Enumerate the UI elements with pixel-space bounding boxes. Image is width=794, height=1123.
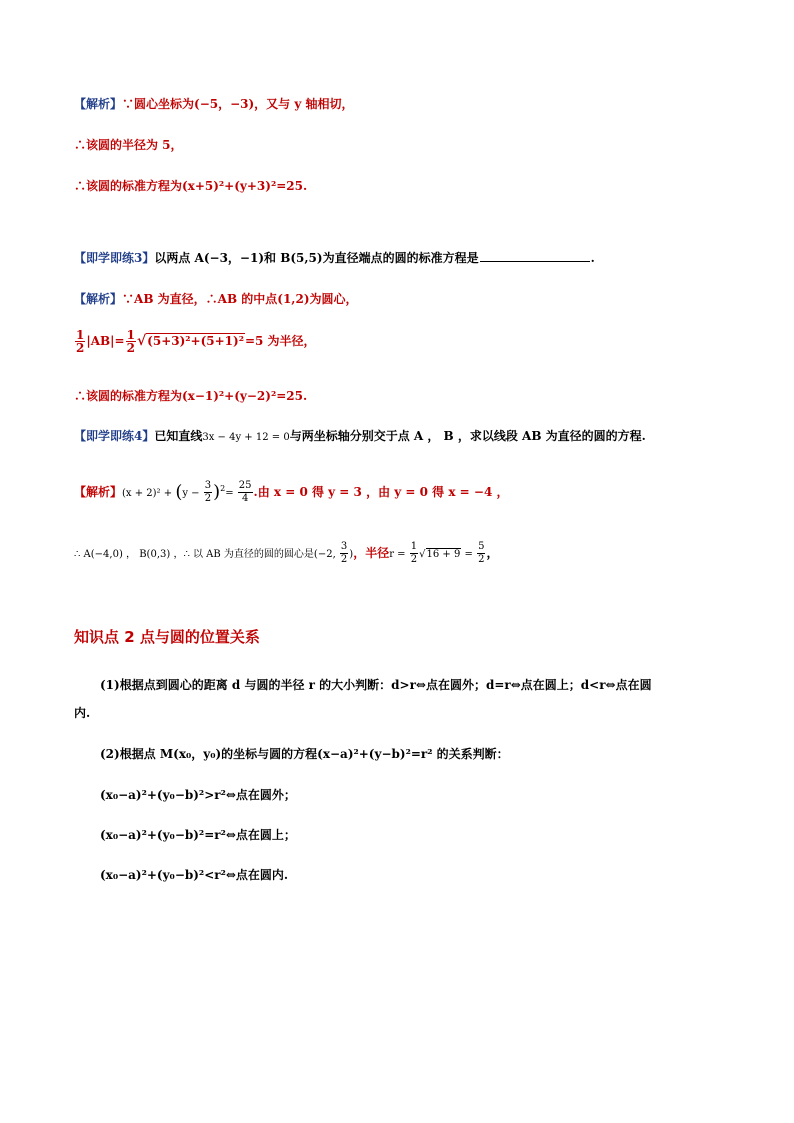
sol2-line1-text: ∵圆心坐标为(−5，−3)，又与 y 轴相切，: [122, 97, 354, 111]
ex4-sol-eq3: .由 x = 0 得 y = 3 ，由 y = 0 得 x = −4 ，: [253, 485, 509, 499]
fraction-5-2: [477, 541, 485, 566]
p2-case1: (x₀−a)²+(y₀−b)²>r²⇔点在圆外；: [100, 788, 296, 802]
radius-text: =5 为半径，: [244, 334, 316, 348]
fraction-3-2-b: [340, 541, 348, 566]
frac-num: 5: [478, 541, 485, 552]
fraction-half: [75, 329, 85, 354]
ex3-sol-line2: [74, 329, 316, 354]
line-equation: 3x − 4y + 12 = 0: [202, 432, 290, 443]
frac-den: 2: [478, 554, 485, 565]
frac-den: 2: [410, 554, 418, 565]
frac-den: 4: [241, 493, 249, 504]
sqrt-content: (5+3)²+(5+1)²: [147, 334, 244, 348]
paren-open: (: [175, 481, 183, 503]
ex3-question-text: 以两点 A(−3，−1)和 B(5,5)为直径端点的圆的标准方程是: [154, 251, 479, 265]
ex4-tag: 【即学即练4】: [74, 429, 155, 443]
sqrt-content: 16 + 9: [426, 549, 461, 560]
section-heading: 知识点 2 点与圆的位置关系: [74, 628, 260, 646]
frac-num: 1: [126, 328, 135, 342]
ex3-question: [74, 250, 595, 266]
ex4-question-a: 已知直线: [154, 429, 203, 443]
ex4-question-b: 与两坐标轴分别交于点 A ， B ，求以线段 AB 为直径的圆的方程.: [289, 429, 646, 443]
fraction-25-4: [238, 480, 253, 505]
square-exp: 2: [220, 484, 226, 493]
ex4-sol-line2: [74, 540, 498, 568]
frac-num: 1: [410, 541, 418, 552]
ex3-sol-line1: [74, 291, 358, 307]
analysis-tag: 【解析】: [74, 97, 123, 111]
analysis-tag: 【解析】: [74, 292, 123, 306]
center-coord: (−2,: [313, 549, 339, 560]
ex3-question-suffix: .: [590, 251, 595, 265]
frac-num: 3: [204, 480, 212, 491]
r-equals: r =: [389, 549, 409, 560]
fraction-half-2: [126, 329, 136, 354]
frac-num: 3: [340, 541, 348, 552]
p1-line1: (1)根据点到圆心的距离 d 与圆的半径 r 的大小判断：d>r⇔点在圆外；d=r⇔点在圆上；d<r⇔点在圆: [100, 678, 652, 692]
ex4-question: [74, 428, 646, 446]
frac-den: 2: [204, 493, 212, 504]
sqrt-icon: √: [136, 333, 147, 349]
comma: ，: [486, 546, 499, 560]
ex3-sol-line3: ∴该圆的标准方程为(x−1)²+(y−2)²=25.: [74, 389, 308, 403]
ab-length: |AB|=: [86, 334, 125, 348]
frac-den: 2: [340, 554, 348, 565]
sol2-line2: ∴该圆的半径为 5，: [74, 138, 183, 152]
p2-line: (2)根据点 M(x₀，y₀)的坐标与圆的方程(x−a)²+(y−b)²=r² 的关系判断：: [100, 747, 509, 761]
answer-blank: [480, 250, 590, 262]
ex4-sol-line1: [74, 476, 508, 507]
frac-den: 2: [126, 341, 135, 355]
paren-close: ): [213, 481, 221, 503]
frac-den: 2: [76, 341, 85, 355]
sol2-line3: ∴该圆的标准方程为(x+5)²+(y+3)²=25.: [74, 179, 308, 193]
analysis-tag: 【解析】: [74, 485, 123, 499]
radius-label: ，半径: [353, 546, 390, 560]
center-close: ): [349, 549, 354, 560]
fraction-3-2: [204, 480, 212, 505]
p2-case3: (x₀−a)²+(y₀−b)²<r²⇔点在圆内.: [100, 868, 289, 882]
eq-part1: (x + 2)² +: [122, 488, 176, 499]
fraction-half-3: [410, 541, 418, 566]
frac-num: 1: [76, 328, 85, 342]
eq-equals: =: [225, 488, 237, 499]
ex4-sol-line2-a: ∴ A(−4,0) ， B(0,3) ，∴ 以 AB 为直径的圆的圆心是: [74, 549, 314, 560]
ex3-tag: 【即学即练3】: [74, 251, 155, 265]
eq-equals-2: =: [461, 549, 477, 560]
y-term: y −: [182, 488, 203, 499]
sqrt-icon: √: [419, 549, 426, 560]
p2-case2: (x₀−a)²+(y₀−b)²=r²⇔点在圆上；: [100, 828, 296, 842]
frac-num: 25: [238, 480, 252, 491]
ex3-sol-line1-text: ∵AB 为直径，∴AB 的中点(1,2)为圆心，: [122, 292, 358, 306]
sol2-line1: [74, 96, 354, 112]
p1-line2: 内.: [74, 706, 91, 720]
